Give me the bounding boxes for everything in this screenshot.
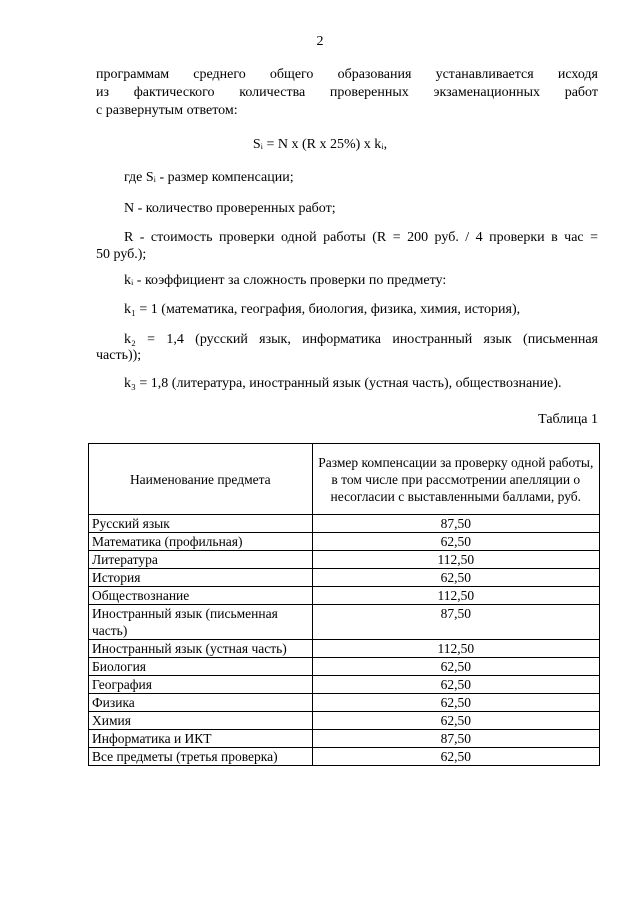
amount-cell: 62,50 — [312, 748, 599, 766]
subject-cell: Иностранный язык (письменная часть) — [89, 605, 313, 640]
table-row — [89, 694, 600, 712]
subject-cell: История — [89, 569, 313, 587]
table-row — [89, 730, 600, 748]
amount-cell: 112,50 — [312, 551, 599, 569]
subject-cell: Русский язык — [89, 515, 313, 533]
subject-cell: Информатика и ИКТ — [89, 730, 313, 748]
page-number: 2 — [316, 34, 324, 49]
subject-cell: Математика (профильная) — [89, 533, 313, 551]
intro-line-2: из фактического количества проверенных экзаменационных работ — [96, 85, 598, 100]
header-amount: Размер компенсации за проверку одной работы, в том числе при рассмотрении апелляции о несогласии с выставленными баллами, руб. — [312, 444, 599, 515]
subject-cell: География — [89, 676, 313, 694]
amount-cell: 112,50 — [312, 587, 599, 605]
table-row — [89, 533, 600, 551]
definition-k2-line-2: часть)); — [96, 348, 142, 363]
amount-cell: 62,50 — [312, 712, 599, 730]
definition-k3: k₃ = 1,8 (литература, иностранный язык (устная часть), обществознание). — [124, 376, 562, 391]
intro-line-1: программам среднего общего образования устанавливается исходя — [96, 67, 598, 82]
header-subject: Наименование предмета — [89, 444, 313, 515]
table-row — [89, 640, 600, 658]
table-row — [89, 515, 600, 533]
table-row — [89, 605, 600, 640]
subject-cell: Биология — [89, 658, 313, 676]
table-caption: Таблица 1 — [538, 412, 598, 427]
table-row — [89, 658, 600, 676]
subject-cell: Химия — [89, 712, 313, 730]
subject-cell: Иностранный язык (устная часть) — [89, 640, 313, 658]
intro-line-3: с развернутым ответом: — [96, 103, 238, 118]
amount-cell: 62,50 — [312, 676, 599, 694]
definition-n: N - количество проверенных работ; — [124, 201, 336, 216]
amount-cell: 112,50 — [312, 640, 599, 658]
definition-k1: k₁ = 1 (математика, география, биология, физика, химия, история), — [124, 302, 521, 317]
table-header-row — [89, 444, 600, 515]
amount-cell: 87,50 — [312, 605, 599, 640]
compensation-formula: Sᵢ = N x (R x 25%) x kᵢ, — [252, 137, 388, 152]
definition-r-line-2: 50 руб.); — [96, 247, 147, 262]
table-row — [89, 587, 600, 605]
amount-cell: 62,50 — [312, 569, 599, 587]
amount-cell: 62,50 — [312, 694, 599, 712]
definition-s: где Sᵢ - размер компенсации; — [124, 170, 294, 185]
subject-cell: Литература — [89, 551, 313, 569]
table-row — [89, 569, 600, 587]
amount-cell: 62,50 — [312, 658, 599, 676]
definition-k2-line-1: k₂ = 1,4 (русский язык, информатика иностранный язык (письменная — [124, 332, 598, 347]
subject-cell: Физика — [89, 694, 313, 712]
subject-cell: Все предметы (третья проверка) — [89, 748, 313, 766]
table-row — [89, 748, 600, 766]
table-row — [89, 712, 600, 730]
subject-cell: Обществознание — [89, 587, 313, 605]
table-row — [89, 551, 600, 569]
table-row — [89, 676, 600, 694]
amount-cell: 62,50 — [312, 533, 599, 551]
definition-k: kᵢ - коэффициент за сложность проверки по предмету: — [124, 273, 447, 288]
amount-cell: 87,50 — [312, 730, 599, 748]
compensation-table — [88, 443, 600, 766]
amount-cell: 87,50 — [312, 515, 599, 533]
definition-r-line-1: R - стоимость проверки одной работы (R = 200 руб. / 4 проверки в час = — [124, 230, 598, 245]
